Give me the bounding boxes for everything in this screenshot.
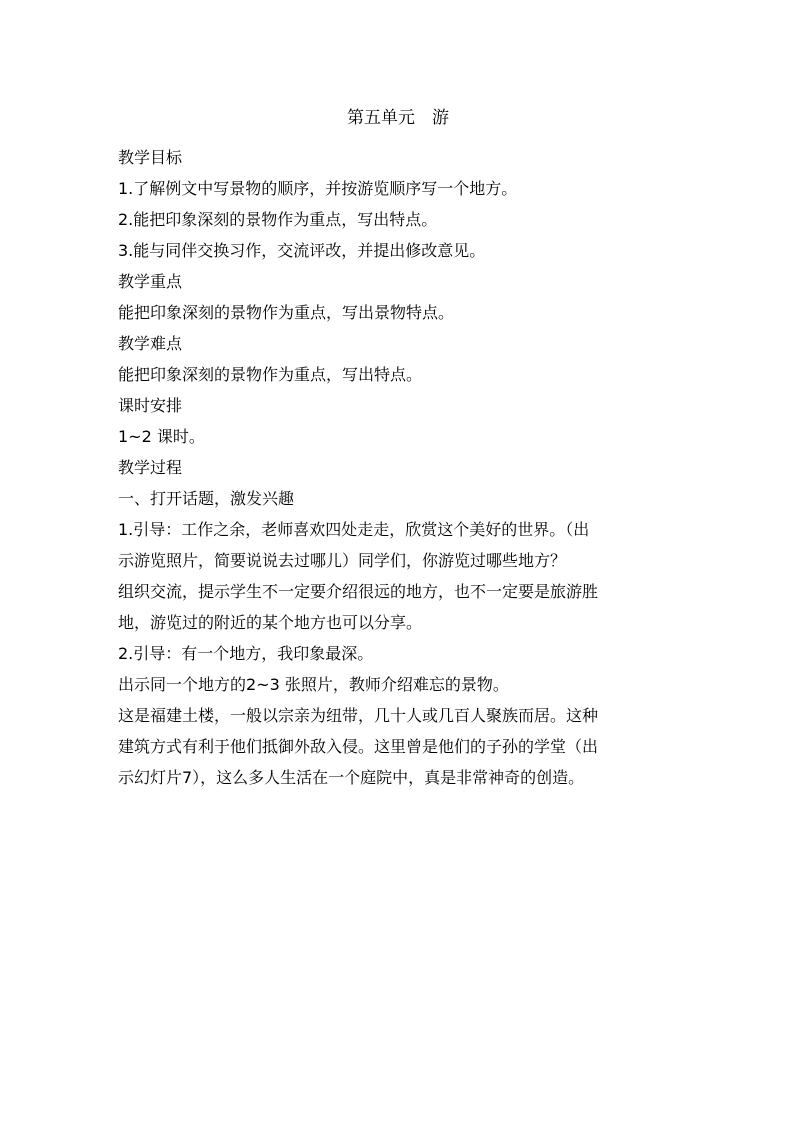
document-title: 第五单元 游 xyxy=(347,108,449,128)
line-step-2a: 2.引导：有一个地方，我印象最深。 xyxy=(118,644,374,663)
line-step-2b: 出示同一个地方的2~3 张照片，教师介绍难忘的景物。 xyxy=(118,675,509,694)
document-page xyxy=(118,103,678,793)
line-schedule-text: 1~2 课时。 xyxy=(118,427,205,446)
line-difficulty-heading: 教学难点 xyxy=(118,334,183,353)
line-step-2d: 建筑方式有利于他们抵御外敌入侵。这里曾是他们的子孙的学堂（出 xyxy=(118,737,599,756)
line-step-2c: 这是福建土楼，一般以宗亲为纽带，几十人或几百人聚族而居。这种 xyxy=(118,706,599,725)
line-process-heading: 教学过程 xyxy=(118,458,183,477)
line-objective-2: 2.能把印象深刻的景物作为重点，写出特点。 xyxy=(118,210,438,229)
line-step-1a: 1.引导：工作之余，老师喜欢四处走走，欣赏这个美好的世界。（出 xyxy=(118,520,590,539)
line-step-1c: 组织交流，提示学生不一定要介绍很远的地方，也不一定要是旅游胜 xyxy=(118,582,599,601)
line-step-2e: 示幻灯片7），这么多人生活在一个庭院中，真是非常神奇的创造。 xyxy=(118,768,585,787)
line-step-1b: 示游览照片，简要说说去过哪儿）同学们，你游览过哪些地方？ xyxy=(118,551,567,570)
line-section-1-heading: 一、打开话题，激发兴趣 xyxy=(118,489,295,508)
line-step-1d: 地，游览过的附近的某个地方也可以分享。 xyxy=(118,613,423,632)
line-difficulty-text: 能把印象深刻的景物作为重点，写出特点。 xyxy=(118,365,423,384)
line-keypoint-heading: 教学重点 xyxy=(118,272,183,291)
line-objective-1: 1.了解例文中写景物的顺序，并按游览顺序写一个地方。 xyxy=(118,179,518,198)
line-objectives-heading: 教学目标 xyxy=(118,148,183,167)
line-objective-3: 3.能与同伴交换习作，交流评改，并提出修改意见。 xyxy=(118,241,486,260)
line-schedule-heading: 课时安排 xyxy=(118,396,183,415)
title-spacer xyxy=(118,133,678,142)
line-keypoint-text: 能把印象深刻的景物作为重点，写出景物特点。 xyxy=(118,303,455,322)
